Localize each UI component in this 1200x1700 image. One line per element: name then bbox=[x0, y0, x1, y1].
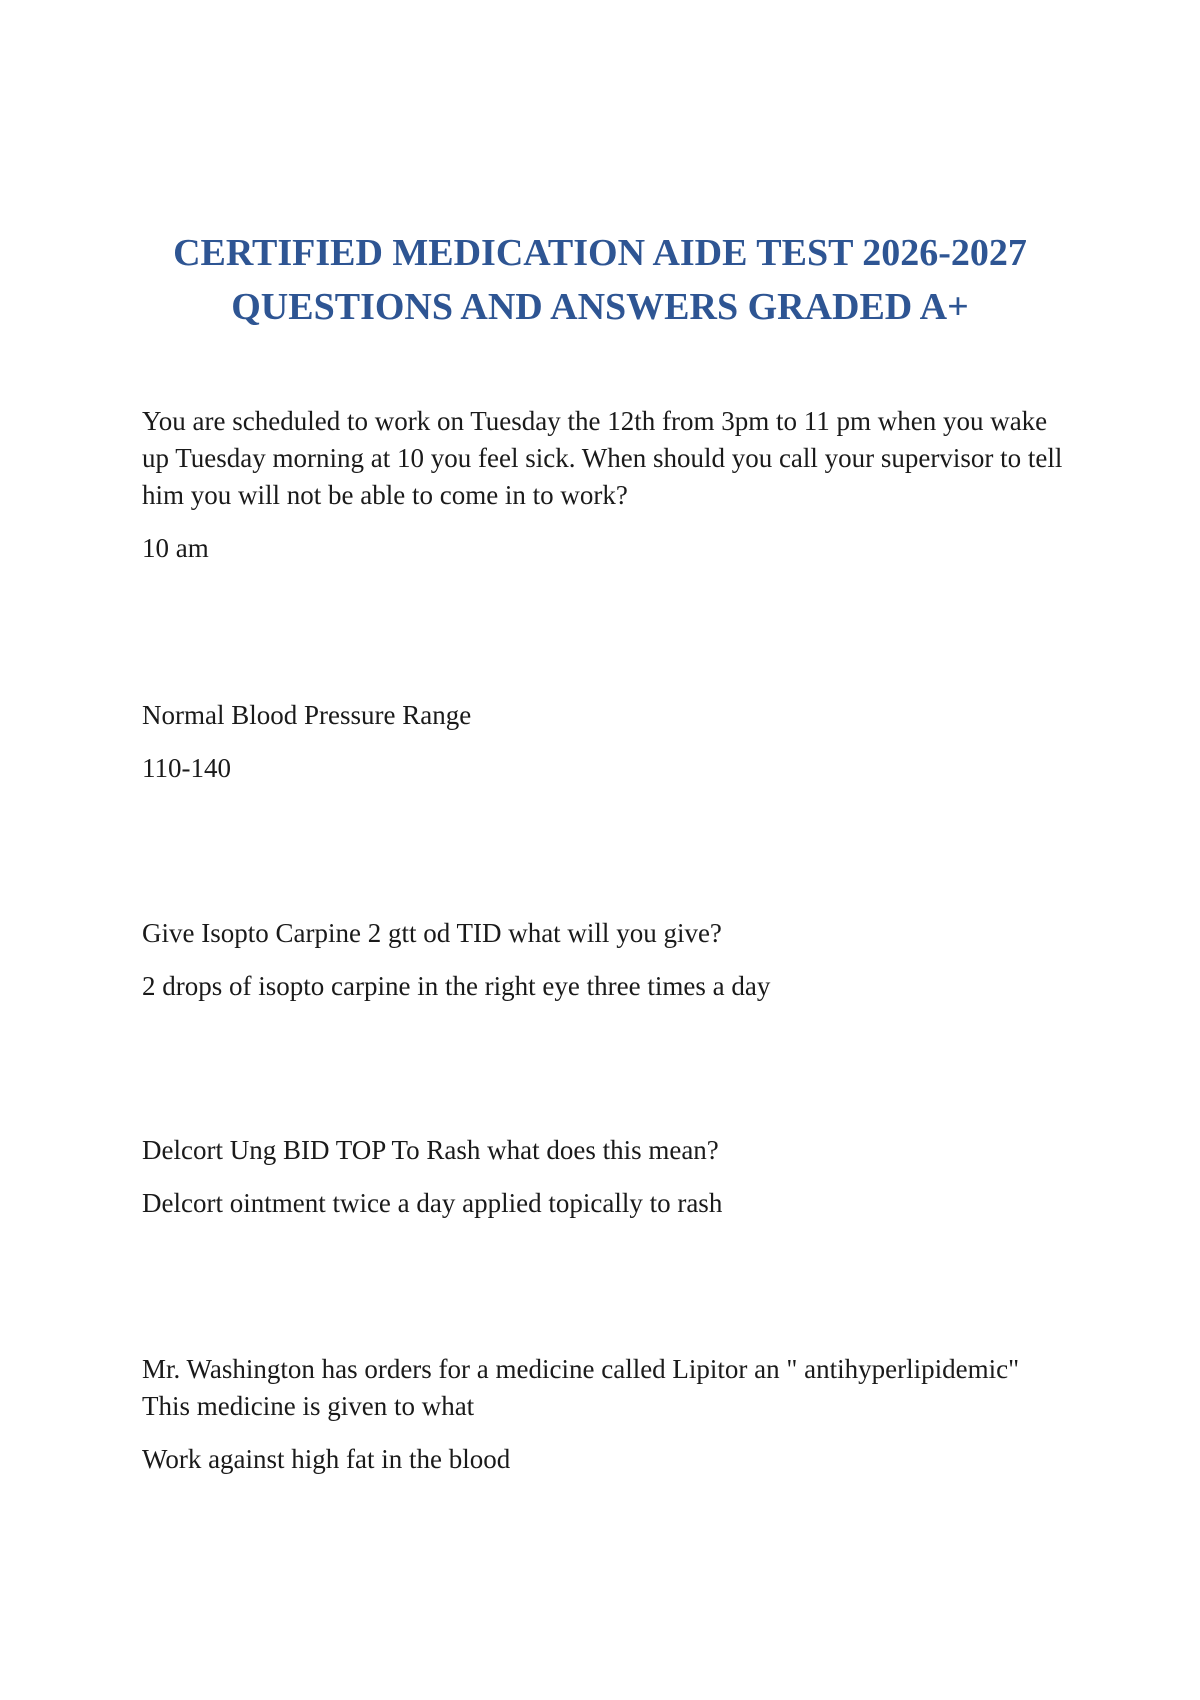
answer-text: Delcort ointment twice a day applied topically to rash bbox=[142, 1188, 723, 1218]
question-text: Give Isopto Carpine 2 gtt od TID what will you give? bbox=[142, 918, 722, 948]
qa-item-2 bbox=[142, 697, 1072, 787]
document-title bbox=[100, 226, 1100, 334]
answer-text: 110-140 bbox=[142, 753, 231, 783]
answer-text: 2 drops of isopto carpine in the right eye three times a day bbox=[142, 971, 771, 1001]
qa-item-3 bbox=[142, 915, 1072, 1005]
answer-text: Work against high fat in the blood bbox=[142, 1444, 511, 1474]
title-line-1: CERTIFIED MEDICATION AIDE TEST 2026-2027 bbox=[173, 232, 1027, 274]
question-text: Mr. Washington has orders for a medicine called Lipitor an " antihyperlipidemic" This medicine is given to what bbox=[142, 1354, 1020, 1421]
qa-item-4 bbox=[142, 1132, 1072, 1222]
question-text: You are scheduled to work on Tuesday the 12th from 3pm to 11 pm when you wake up Tuesday morning at 10 you feel sick. When should you call your supervisor to tell him you will not be able to come in to work? bbox=[142, 406, 1063, 510]
qa-item-5 bbox=[142, 1351, 1072, 1478]
question-text: Delcort Ung BID TOP To Rash what does this mean? bbox=[142, 1135, 719, 1165]
title-line-2: QUESTIONS AND ANSWERS GRADED A+ bbox=[231, 286, 969, 328]
answer-text: 10 am bbox=[142, 533, 209, 563]
qa-item-1 bbox=[142, 403, 1072, 567]
question-text: Normal Blood Pressure Range bbox=[142, 700, 472, 730]
